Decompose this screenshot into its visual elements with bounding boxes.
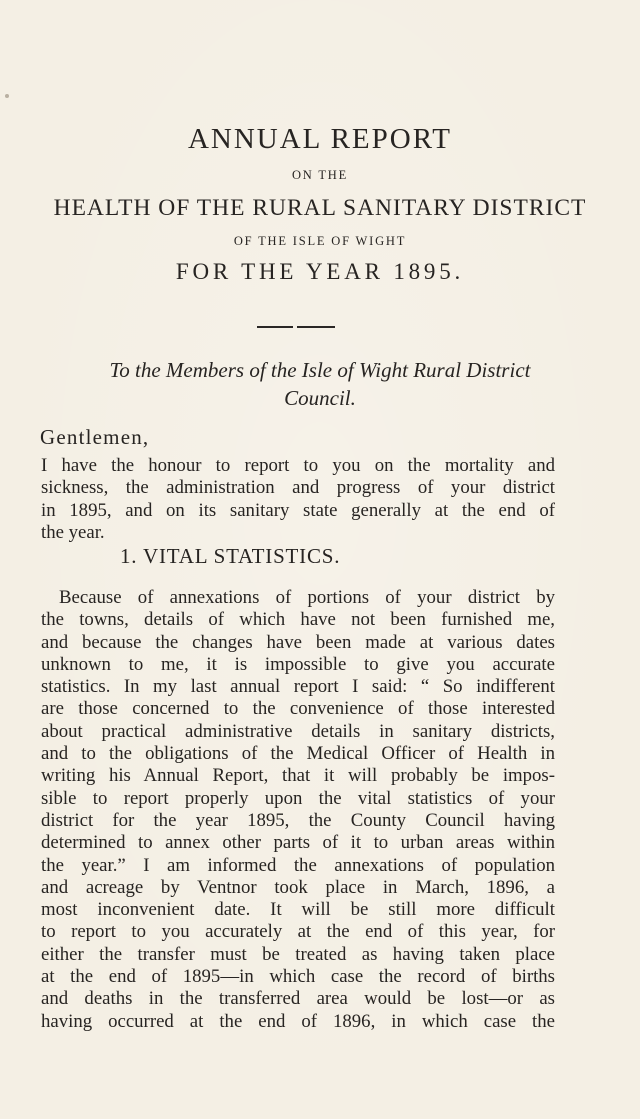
report-subtitle: HEALTH OF THE RURAL SANITARY DISTRICT <box>53 195 587 221</box>
paragraph-line: determined to annex other parts of it to urban areas within <box>41 832 555 854</box>
paragraph-line: district for the year 1895, the County Council having <box>41 809 555 831</box>
paragraph-line: writing his Annual Report, that it will probably be impos- <box>41 765 555 787</box>
paragraph-line: to report to you accurately at the end of this year, for <box>41 921 555 943</box>
paragraph-line: the year. <box>41 521 105 543</box>
report-title: ANNUAL REPORT <box>187 123 453 155</box>
paragraph-line: either the transfer must be treated as having taken place <box>41 943 555 965</box>
address-line: Council. <box>284 386 356 410</box>
paragraph-line: the towns, details of which have not been furnished me, <box>41 609 555 631</box>
title-connector: ON THE <box>291 168 349 182</box>
paragraph-line: unknown to me, it is impossible to give you accurate <box>41 653 555 675</box>
paragraph-line: at the end of 1895—in which case the record of births <box>41 966 555 988</box>
paragraph-line: having occurred at the end of 1896, in which case the <box>41 1010 555 1032</box>
rule-left <box>257 326 293 328</box>
section-heading: 1. VITAL STATISTICS. <box>120 544 341 568</box>
paper-speck <box>5 94 9 98</box>
paragraph-line: about practical administrative details in sanitary districts, <box>41 720 555 742</box>
paragraph-line: the year.” I am informed the annexations of population <box>41 854 555 876</box>
paragraph-line: in 1895, and on its sanitary state generally at the end of <box>41 499 555 521</box>
paragraph-line: Because of annexations of portions of your district by <box>59 587 555 608</box>
rule-right <box>297 326 335 328</box>
address-block <box>55 356 585 412</box>
report-year-line: FOR THE YEAR 1895. <box>175 259 465 284</box>
paragraph-line: and deaths in the transferred area would be lost—or as <box>41 988 555 1010</box>
paragraph-line: I have the honour to report to you on the mortality and <box>41 455 555 476</box>
address-line: To the Members of the Isle of Wight Rural District <box>109 358 531 382</box>
greeting <box>40 423 149 453</box>
paragraph-line: are those concerned to the convenience of those interested <box>41 698 555 720</box>
isle-of-wight-line: OF THE ISLE OF WIGHT <box>233 234 407 248</box>
paragraph-line: and because the changes have been made at various dates <box>41 631 555 653</box>
paragraph-line: most inconvenient date. It will be still more difficult <box>41 899 555 921</box>
greeting-text: Gentlemen, <box>40 425 150 449</box>
paragraph-line: statistics. In my last annual report I said: “ So indifferent <box>41 676 555 698</box>
paragraph-introduction <box>41 455 555 544</box>
paragraph-line: sible to report properly upon the vital statistics of your <box>41 787 555 809</box>
paragraph-line: and acreage by Ventnor took place in March, 1896, a <box>41 876 555 898</box>
paragraph-vital-statistics <box>41 587 555 1033</box>
paragraph-line: and to the obligations of the Medical Officer of Health in <box>41 743 555 765</box>
ornamental-rule <box>257 325 335 330</box>
paragraph-line: sickness, the administration and progress of your district <box>41 477 555 499</box>
